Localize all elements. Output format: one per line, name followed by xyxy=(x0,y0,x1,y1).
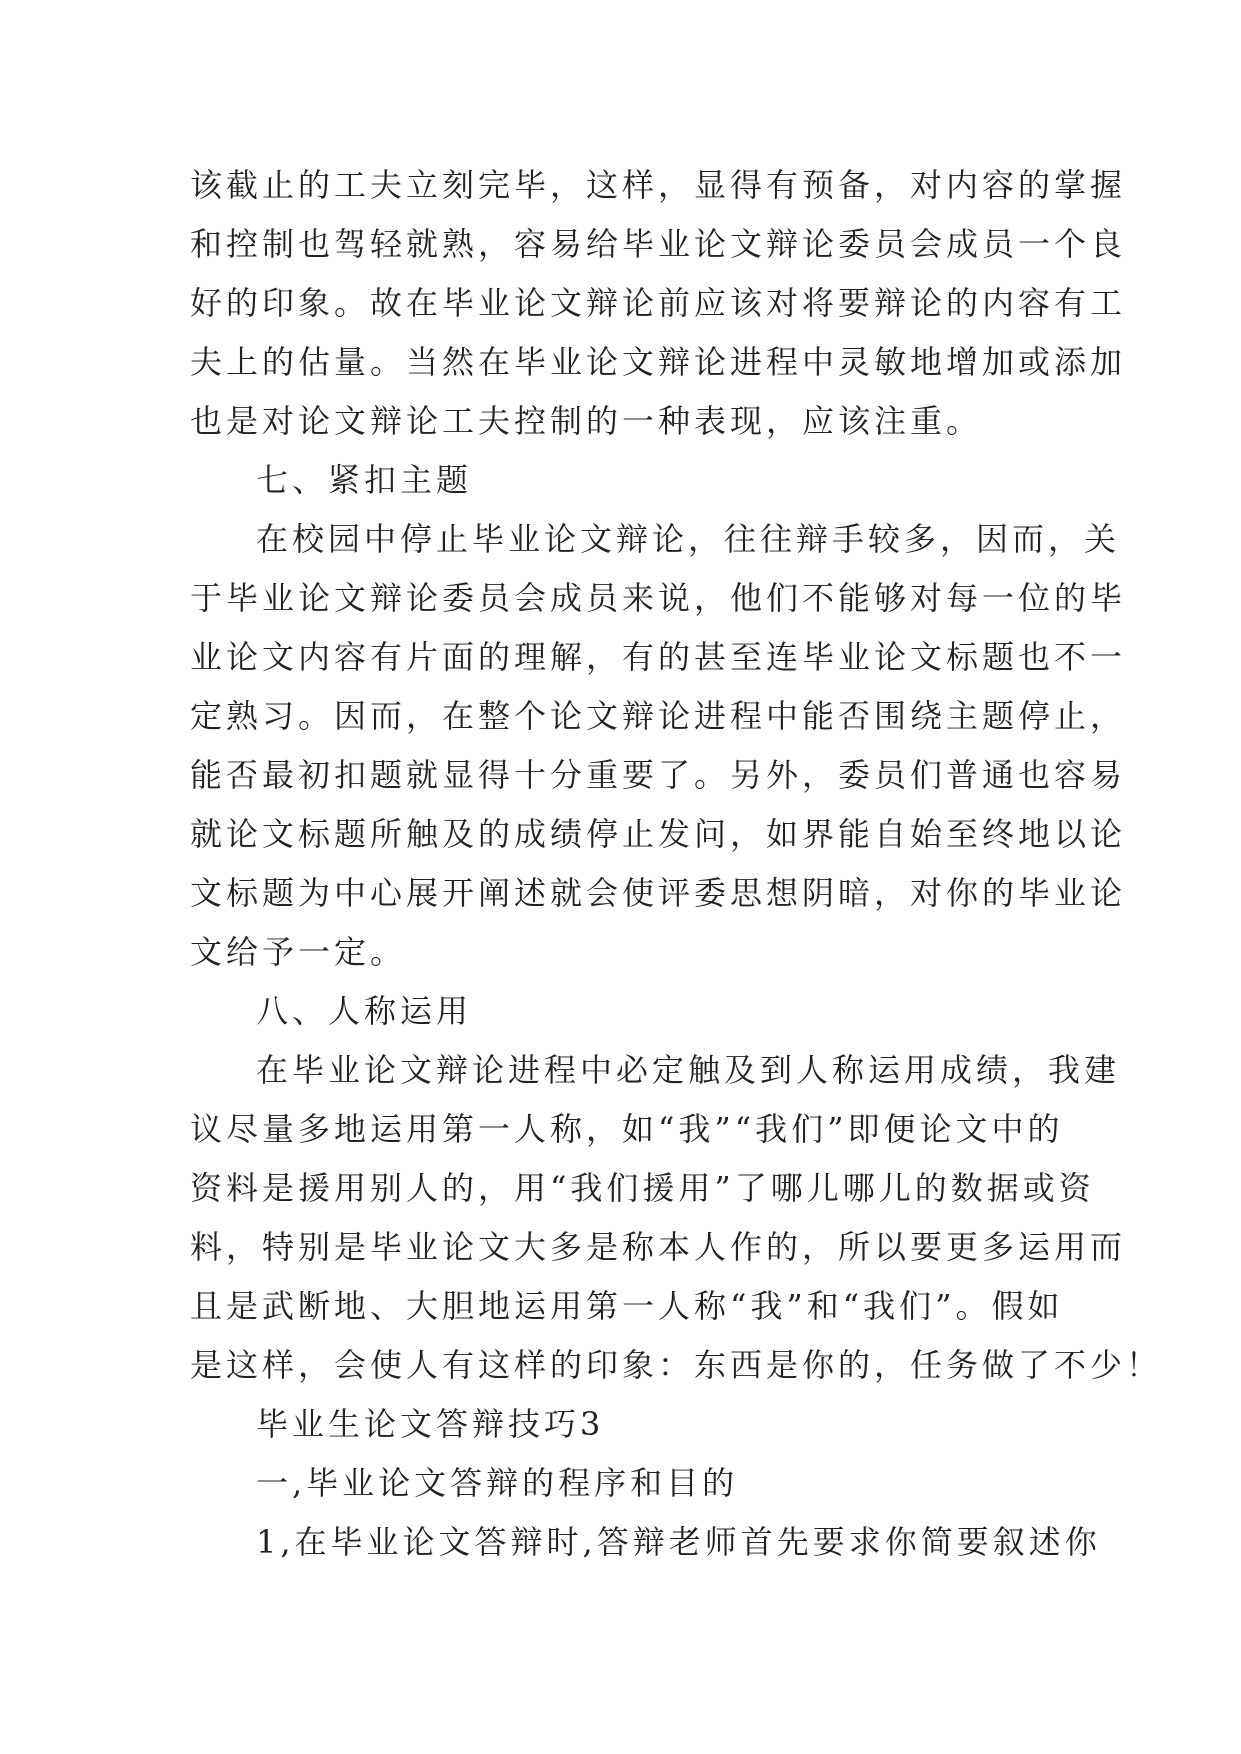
body-line: 文标题为中心展开阐述就会使评委思想阴暗，对你的毕业论 xyxy=(190,874,1127,912)
body-line: 该截止的工夫立刻完毕，这样，显得有预备，对内容的掌握 xyxy=(190,166,1127,204)
body-line: 料，特别是毕业论文大多是称本人作的，所以要更多运用而 xyxy=(190,1228,1127,1266)
body-line: 好的印象。故在毕业论文辩论前应该对将要辩论的内容有工 xyxy=(190,284,1127,322)
section-heading: 七、紧扣主题 xyxy=(256,461,473,499)
paragraph-start-line: 1,在毕业论文答辩时,答辩老师首先要求你简要叙述你 xyxy=(256,1523,1101,1561)
body-line: 于毕业论文辩论委员会成员来说，他们不能够对每一位的毕 xyxy=(190,579,1127,617)
body-line: 能否最初扣题就显得十分重要了。另外，委员们普通也容易 xyxy=(190,756,1127,794)
body-line: 议尽量多地运用第一人称，如“我”“我们”即便论文中的 xyxy=(190,1110,1064,1148)
body-line: 资料是援用别人的，用“我们援用”了哪儿哪儿的数据或资 xyxy=(190,1169,1095,1207)
subsection-heading: 一,毕业论文答辩的程序和目的 xyxy=(256,1464,739,1502)
body-line: 也是对论文辩论工夫控制的一种表现，应该注重。 xyxy=(190,402,983,440)
paragraph-start-line: 在校园中停止毕业论文辩论，往往辩手较多，因而，关 xyxy=(256,520,1121,558)
section-heading: 毕业生论文答辩技巧3 xyxy=(256,1405,605,1443)
body-line: 文给予一定。 xyxy=(190,933,407,971)
body-line: 夫上的估量。当然在毕业论文辩论进程中灵敏地增加或添加 xyxy=(190,343,1127,381)
paragraph-start-line: 在毕业论文辩论进程中必定触及到人称运用成绩，我建 xyxy=(256,1051,1121,1089)
body-line: 和控制也驾轻就熟，容易给毕业论文辩论委员会成员一个良 xyxy=(190,225,1127,263)
document-body xyxy=(190,156,1163,1572)
body-line: 定熟习。因而，在整个论文辩论进程中能否围绕主题停止， xyxy=(190,697,1127,735)
body-line: 且是武断地、大胆地运用第一人称“我”和“我们”。假如 xyxy=(190,1287,1064,1325)
body-line: 业论文内容有片面的理解，有的甚至连毕业论文标题也不一 xyxy=(190,638,1127,676)
body-line: 是这样，会使人有这样的印象：东西是你的，任务做了不少！ xyxy=(190,1346,1163,1384)
section-heading: 八、人称运用 xyxy=(256,992,473,1030)
body-line: 就论文标题所触及的成绩停止发问，如界能自始至终地以论 xyxy=(190,815,1127,853)
